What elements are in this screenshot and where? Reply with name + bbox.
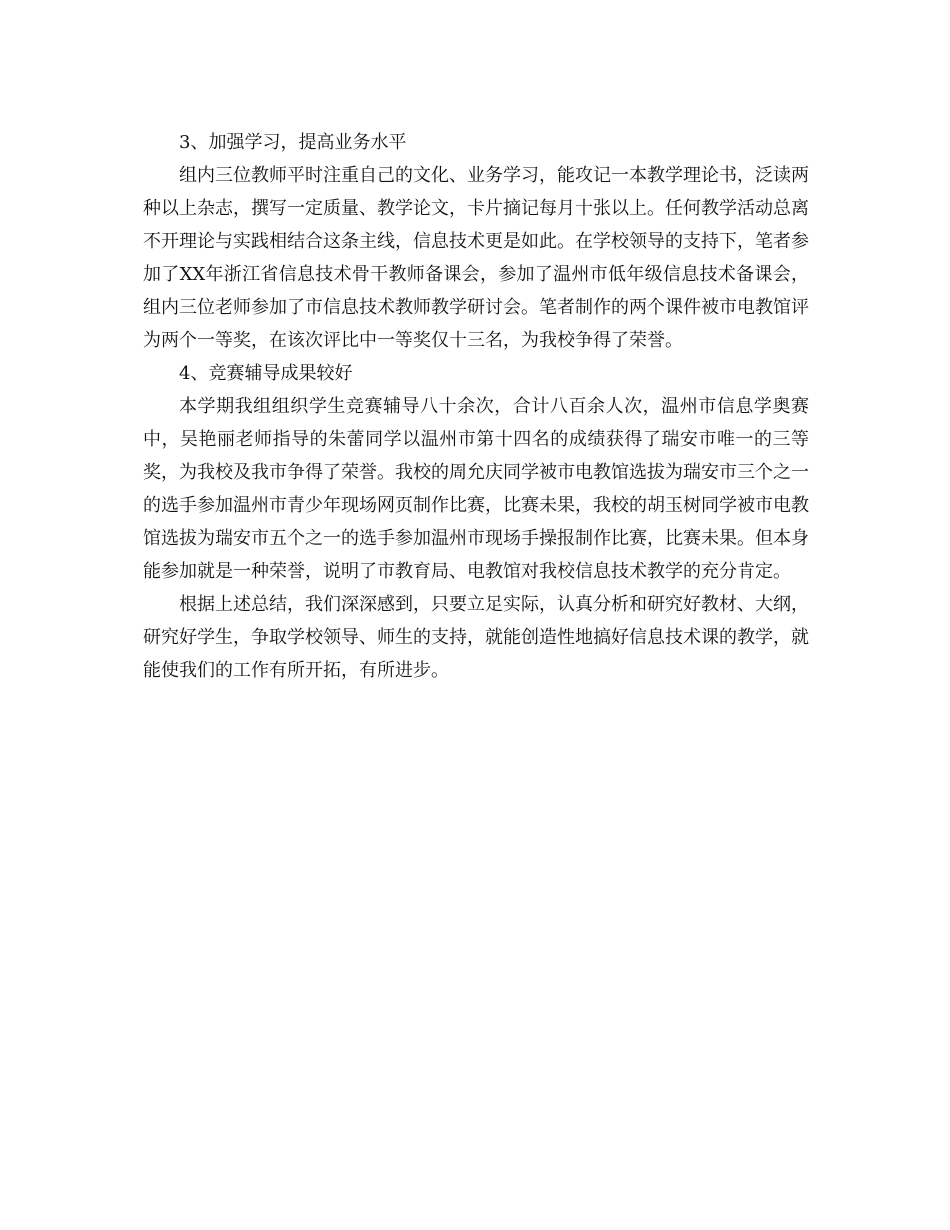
paragraph-competition: 本学期我组组织学生竞赛辅导八十余次，合计八百余人次，温州市信息学奥赛中，吴艳丽老师指导的朱蕾同学以温州市第十四名的成绩获得了瑞安市唯一的三等奖，为我校及我市争得了荣誉。我校的周允庆同学被市电教馆选拔为瑞安市三个之一的选手参加温州市青少年现场网页制作比赛，比赛未果，我校的胡玉树同学被市电教馆选拔为瑞安市五个之一的选手参加温州市现场手操报制作比赛，比赛未果。但本身能参加就是一种荣誉，说明了市教育局、电教馆对我校信息技术教学的充分肯定。 (143, 396, 809, 582)
section-heading-study: 3、加强学习，提高业务水平 (179, 132, 407, 153)
paragraph-summary: 根据上述总结，我们深深感到，只要立足实际，认真分析和研究好教材、大纲，研究好学生，争取学校领导、师生的支持，就能创造性地搞好信息技术课的教学，就能使我们的工作有所开拓，有所进步。 (143, 594, 809, 681)
paragraph-study: 组内三位教师平时注重自己的文化、业务学习，能攻记一本教学理论书，泛读两种以上杂志，撰写一定质量、教学论文，卡片摘记每月十张以上。任何教学活动总离不开理论与实践相结合这条主线，信息技术更是如此。在学校领导的支持下，笔者参加了XX年浙江省信息技术骨干教师备课会，参加了温州市低年级信息技术备课会，组内三位老师参加了市信息技术教师教学研讨会。笔者制作的两个课件被市电教馆评为两个一等奖，在该次评比中一等奖仅十三名，为我校争得了荣誉。 (143, 165, 809, 351)
document-body (143, 126, 809, 687)
section-heading-competition: 4、竞赛辅导成果较好 (179, 363, 353, 384)
